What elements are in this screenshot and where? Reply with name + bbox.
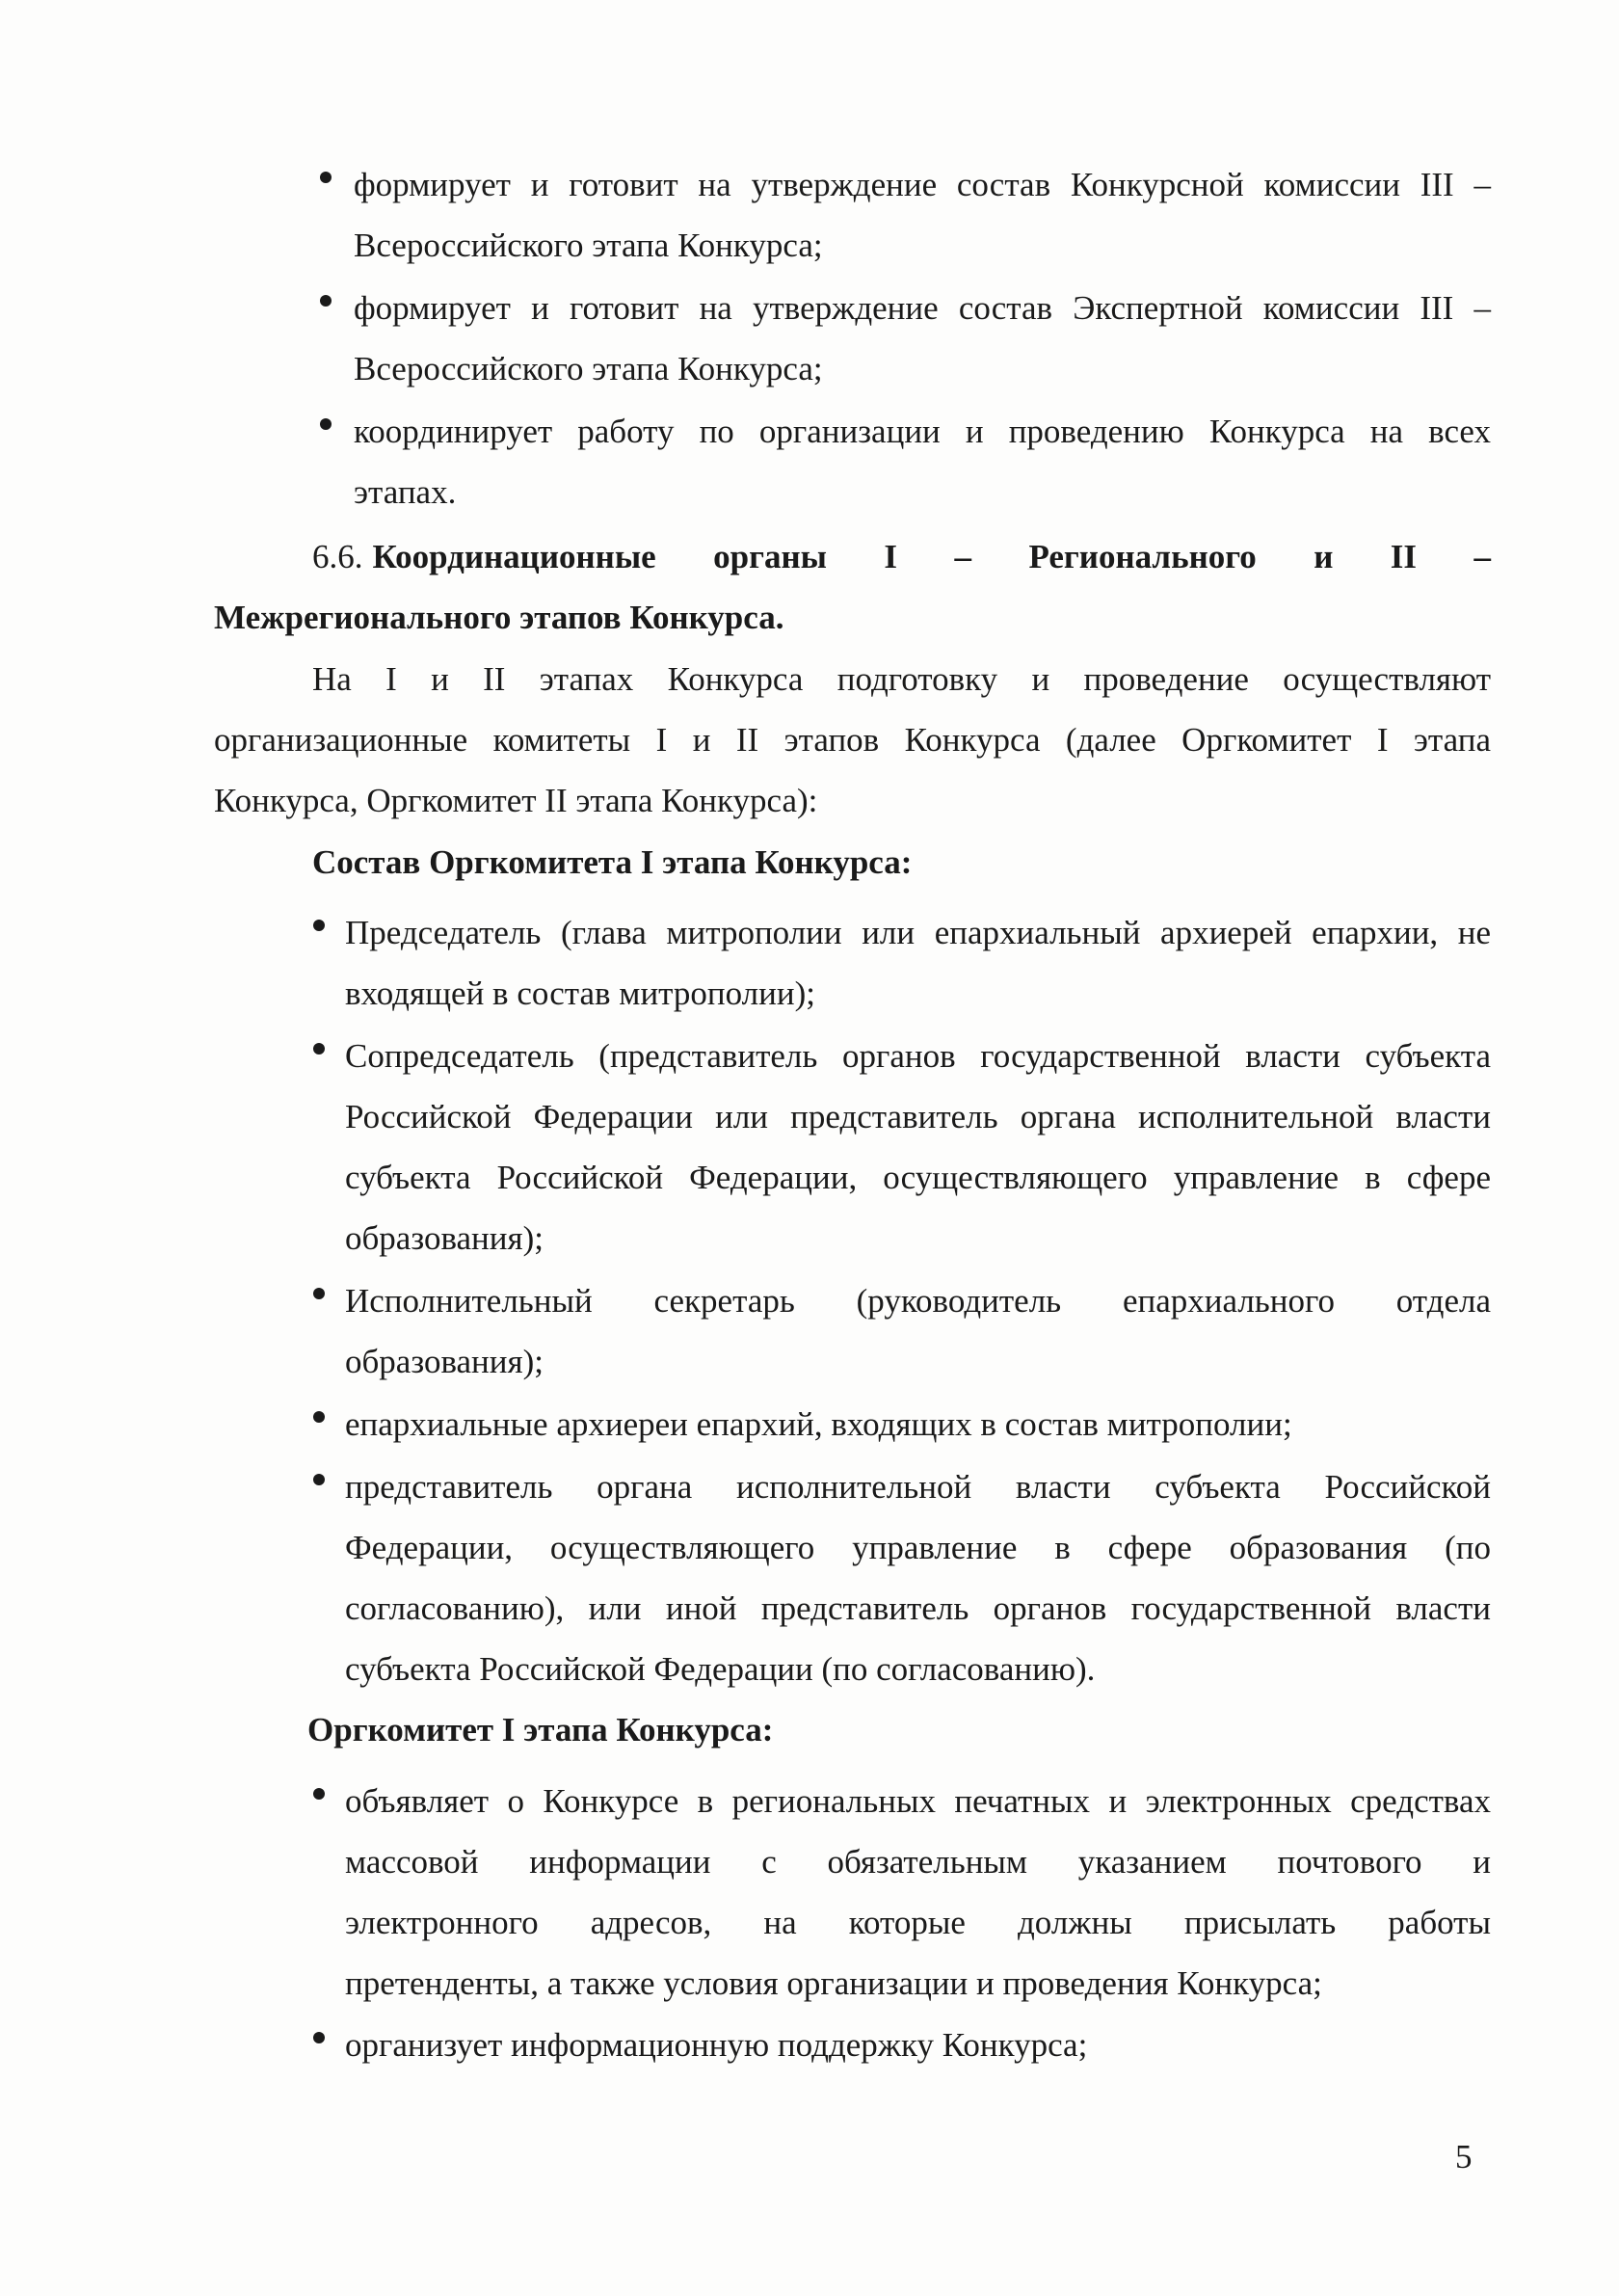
line: субъекта Российской Федерации (по согласованию). [345,1650,1096,1688]
bullet-icon [313,1474,325,1485]
line: организационные комитеты I и II этапов Конкурса (далее Оргкомитет I этапа [214,721,1491,759]
line: епархиальные архиереи епархий, входящих в состав митрополии; [345,1405,1292,1443]
intro-paragraph [214,649,1491,831]
bullet-icon [320,295,332,307]
bullet-icon [313,1411,325,1423]
composition-item-2 [345,1026,1491,1268]
page-number: 5 [1455,2138,1473,2176]
line: согласованию), или иной представитель органов государственной власти [345,1589,1491,1627]
line: входящей в состав митрополии); [345,974,815,1012]
line: формирует и готовит на утверждение состав Экспертной комиссии III – [354,289,1491,327]
line: Федерации, осуществляющего управление в сфере образования (по [345,1529,1491,1566]
orgcommittee-heading: Оргкомитет I этапа Конкурса: [307,1711,774,1749]
composition-item-5 [345,1456,1491,1699]
line: представитель органа исполнительной власти субъекта Российской [345,1468,1491,1506]
orgcommittee-item-1 [345,1771,1491,2014]
line: этапах. [354,473,457,511]
composition-heading: Состав Оргкомитета I этапа Конкурса: [312,843,913,881]
line: организует информационную поддержку Конкурса; [345,2026,1088,2064]
top-bullet-3 [354,401,1491,522]
composition-item-3 [345,1270,1491,1392]
bullet-icon [313,1043,325,1055]
line: Всероссийского этапа Конкурса; [354,227,823,264]
section-heading-text: Координационные органы I – Регионального и II – [372,538,1491,575]
section-heading-line-2: Межрегионального этапов Конкурса. [214,599,784,636]
line: претенденты, а также условия организации и проведения Конкурса; [345,1964,1322,2002]
line: массовой информации с обязательным указанием почтового и [345,1843,1491,1881]
line: субъекта Российской Федерации, осуществляющего управление в сфере [345,1159,1491,1196]
bullet-icon [313,2032,325,2043]
composition-item-1 [345,902,1491,1024]
line: Сопредседатель (представитель органов государственной власти субъекта [345,1037,1491,1075]
line: формирует и готовит на утверждение состав Конкурсной комиссии III – [354,166,1491,203]
line: На I и II этапах Конкурса подготовку и проведение осуществляют [312,660,1491,698]
bullet-icon [313,920,325,931]
section-number: 6.6. [312,538,363,575]
top-bullet-1 [354,154,1491,276]
line: Председатель (глава митрополии или епархиальный архиерей епархии, не [345,914,1491,951]
top-bullet-2 [354,278,1491,399]
line: объявляет о Конкурсе в региональных печатных и электронных средствах [345,1782,1491,1820]
section-heading-line-1 [214,526,1491,587]
line: Российской Федерации или представитель органа исполнительной власти [345,1098,1491,1135]
composition-item-4 [345,1394,1491,1455]
orgcommittee-item-2 [345,2015,1491,2075]
line: образования); [345,1343,544,1380]
line: Всероссийского этапа Конкурса; [354,350,823,387]
line: Конкурса, Оргкомитет II этапа Конкурса): [214,782,818,819]
bullet-icon [320,172,332,183]
section-heading [214,526,1491,648]
bullet-icon [313,1288,325,1299]
line: координирует работу по организации и проведению Конкурса на всех [354,413,1491,450]
line: электронного адресов, на которые должны присылать работы [345,1904,1491,1941]
bullet-icon [320,418,332,430]
line: образования); [345,1219,544,1257]
line: Исполнительный секретарь (руководитель епархиального отдела [345,1282,1491,1320]
bullet-icon [313,1788,325,1800]
